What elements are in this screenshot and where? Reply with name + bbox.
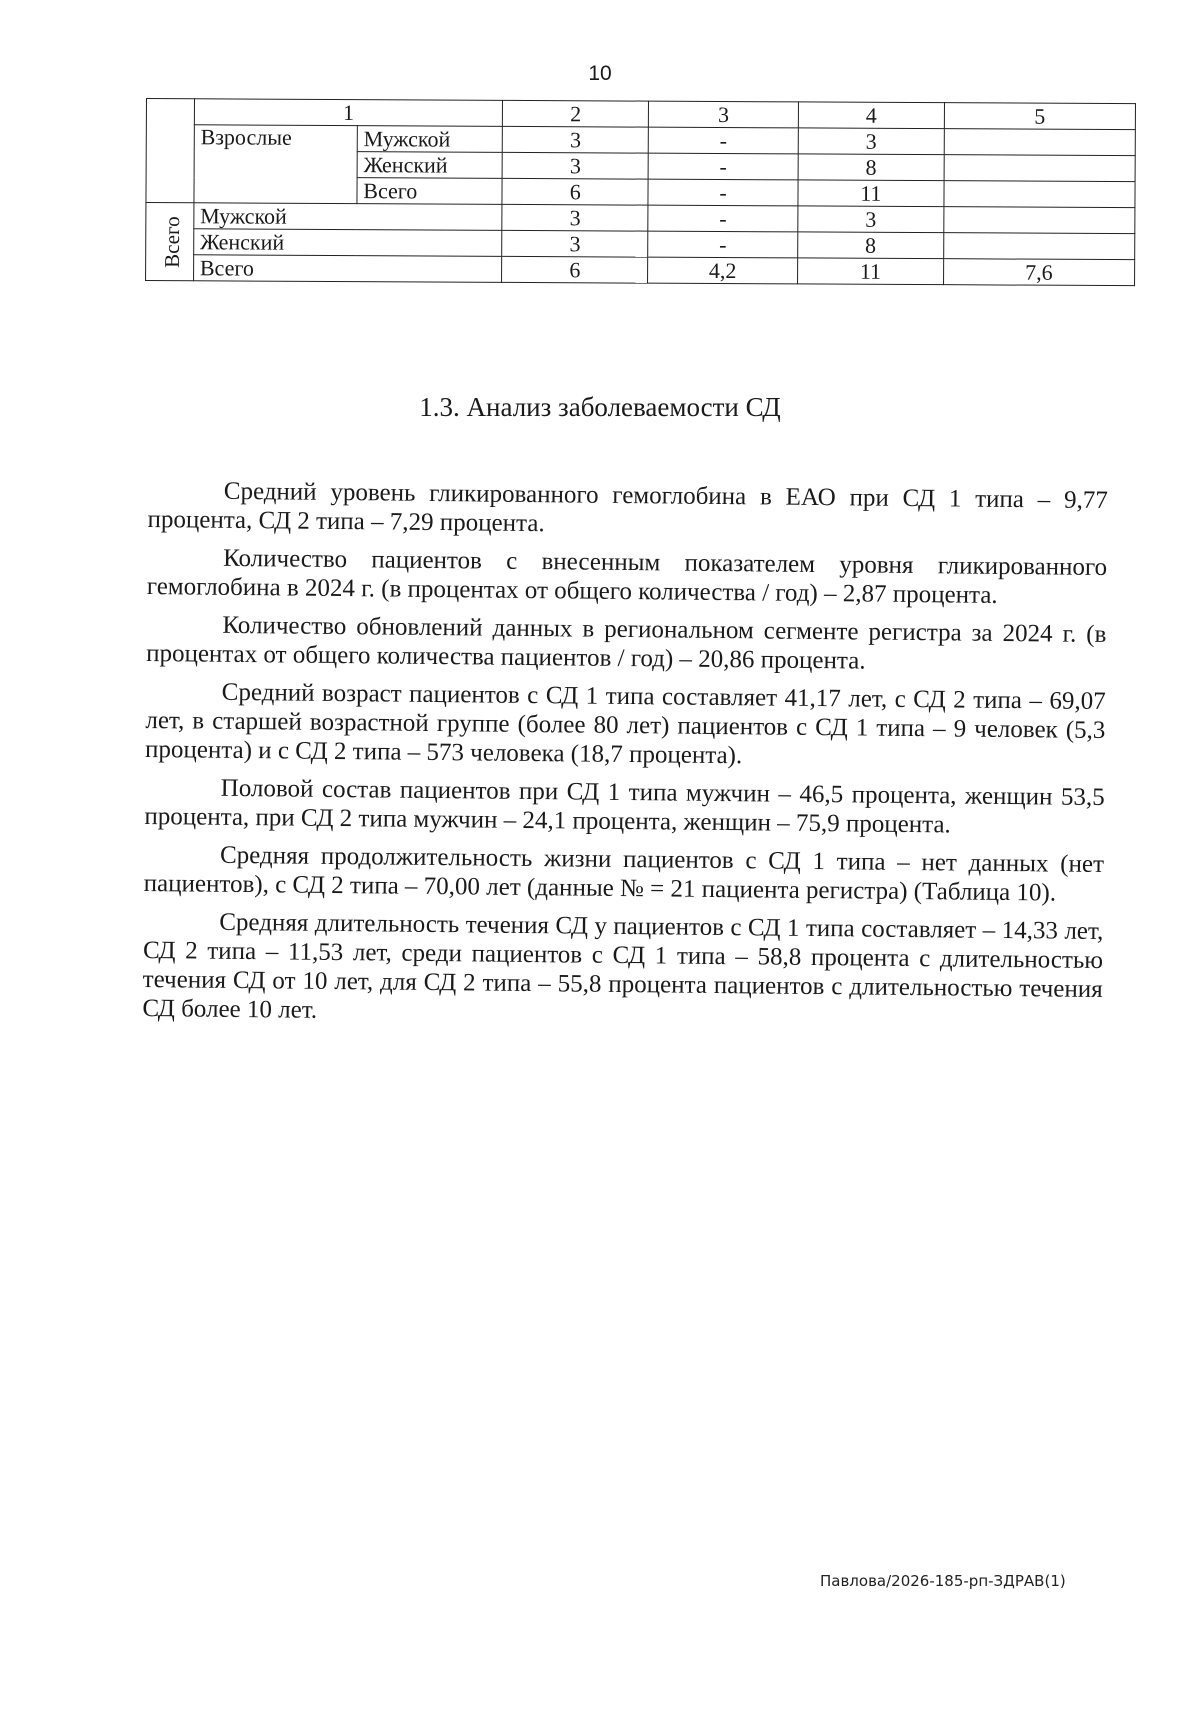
statistics-table — [145, 98, 1136, 286]
row-label: Всего — [357, 178, 503, 205]
table-cell: - — [648, 231, 798, 258]
table-cell: 3 — [503, 152, 649, 179]
side-label-cell — [146, 203, 194, 281]
table-cell: 6 — [502, 178, 648, 205]
table-cell: 3 — [502, 204, 648, 231]
paragraph: Количество обновлений данных в региональном сегменте регистра за 2024 г. (в процентах от общего количества пациентов / год) – 20,86 процента. — [145, 611, 1107, 675]
table-cell: - — [648, 205, 798, 232]
table-row — [146, 255, 1135, 286]
header-cell: 1 — [194, 99, 503, 127]
table-cell: - — [648, 153, 798, 180]
table-cell: 11 — [798, 258, 944, 285]
side-label: Всего — [159, 215, 185, 268]
table-row — [146, 125, 1135, 156]
document-code: Павлова/2026-185-рп-ЗДРАВ(1) — [820, 1572, 1066, 1590]
header-cell: 3 — [648, 101, 798, 128]
paragraph: Средний возраст пациентов с СД 1 типа составляет 41,17 лет, с СД 2 типа – 69,07 лет, в старшей возрастной группе (более 80 лет) пациентов с СД 1 типа – 9 человек (5,3 процента) и с СД 2 типа – 573 человека (18,7 процента). — [144, 678, 1106, 770]
row-label: Мужской — [357, 126, 503, 153]
table-cell — [944, 129, 1135, 156]
table-cell: 3 — [503, 126, 649, 153]
paragraph: Количество пациентов с внесенным показателем уровня гликированного гемоглобина в 2024 г. (в процентах от общего количества / год) – 2,87 процента. — [146, 544, 1108, 609]
header-cell: 2 — [503, 100, 649, 127]
row-label: Мужской — [194, 203, 503, 231]
table-cell: - — [648, 127, 798, 154]
table-cell: 4,2 — [648, 257, 798, 284]
paragraph: Средняя длительность течения СД у пациентов с СД 1 типа составляет – 14,33 лет, СД 2 типа – 11,53 лет, среди пациентов с СД 1 типа – 58,8 процента с длительностью течения СД от 10 лет, для СД 2 типа – 55,8 процента пациентов с длительностью течения СД более 10 лет. — [142, 908, 1104, 1024]
adults-label: Взрослые — [194, 125, 357, 204]
table-cell: 7,6 — [943, 259, 1134, 286]
row-label: Женский — [357, 152, 503, 179]
paragraph: Средний уровень гликированного гемоглобина в ЕАО при СД 1 типа – 9,77 процента, СД 2 типа – 7,29 процента. — [147, 477, 1108, 538]
table-cell: 6 — [502, 256, 648, 283]
table-cell — [943, 233, 1134, 260]
row-label: Женский — [193, 229, 502, 257]
table-cell: 3 — [502, 230, 648, 257]
blank-corner-cell — [146, 99, 194, 203]
table-cell: - — [648, 179, 798, 206]
section-title: 1.3. Анализ заболеваемости СД — [419, 392, 781, 422]
page-number: 10 — [588, 62, 612, 85]
table-cell — [943, 207, 1134, 234]
table-cell: 3 — [798, 206, 944, 233]
table-cell: 3 — [798, 128, 944, 155]
header-cell: 5 — [944, 103, 1135, 130]
row-label: Всего — [193, 255, 502, 283]
paragraph: Средняя продолжительность жизни пациентов с СД 1 типа – нет данных (нет пациентов), с СД 2 типа – 70,00 лет (данные № = 21 пациента регистра) (Таблица 10). — [143, 841, 1105, 907]
paragraph: Половой состав пациентов при СД 1 типа мужчин – 46,5 процента, женщин 53,5 процента, при СД 2 типа мужчин – 24,1 процента, женщин – 75,9 процента. — [144, 774, 1105, 839]
table-cell: 8 — [798, 154, 944, 181]
table-cell: 11 — [798, 180, 944, 207]
table-cell: 8 — [798, 232, 944, 259]
header-cell: 4 — [798, 102, 944, 129]
table-cell — [944, 181, 1135, 208]
table-cell — [944, 155, 1135, 182]
body-text — [142, 476, 1108, 1042]
